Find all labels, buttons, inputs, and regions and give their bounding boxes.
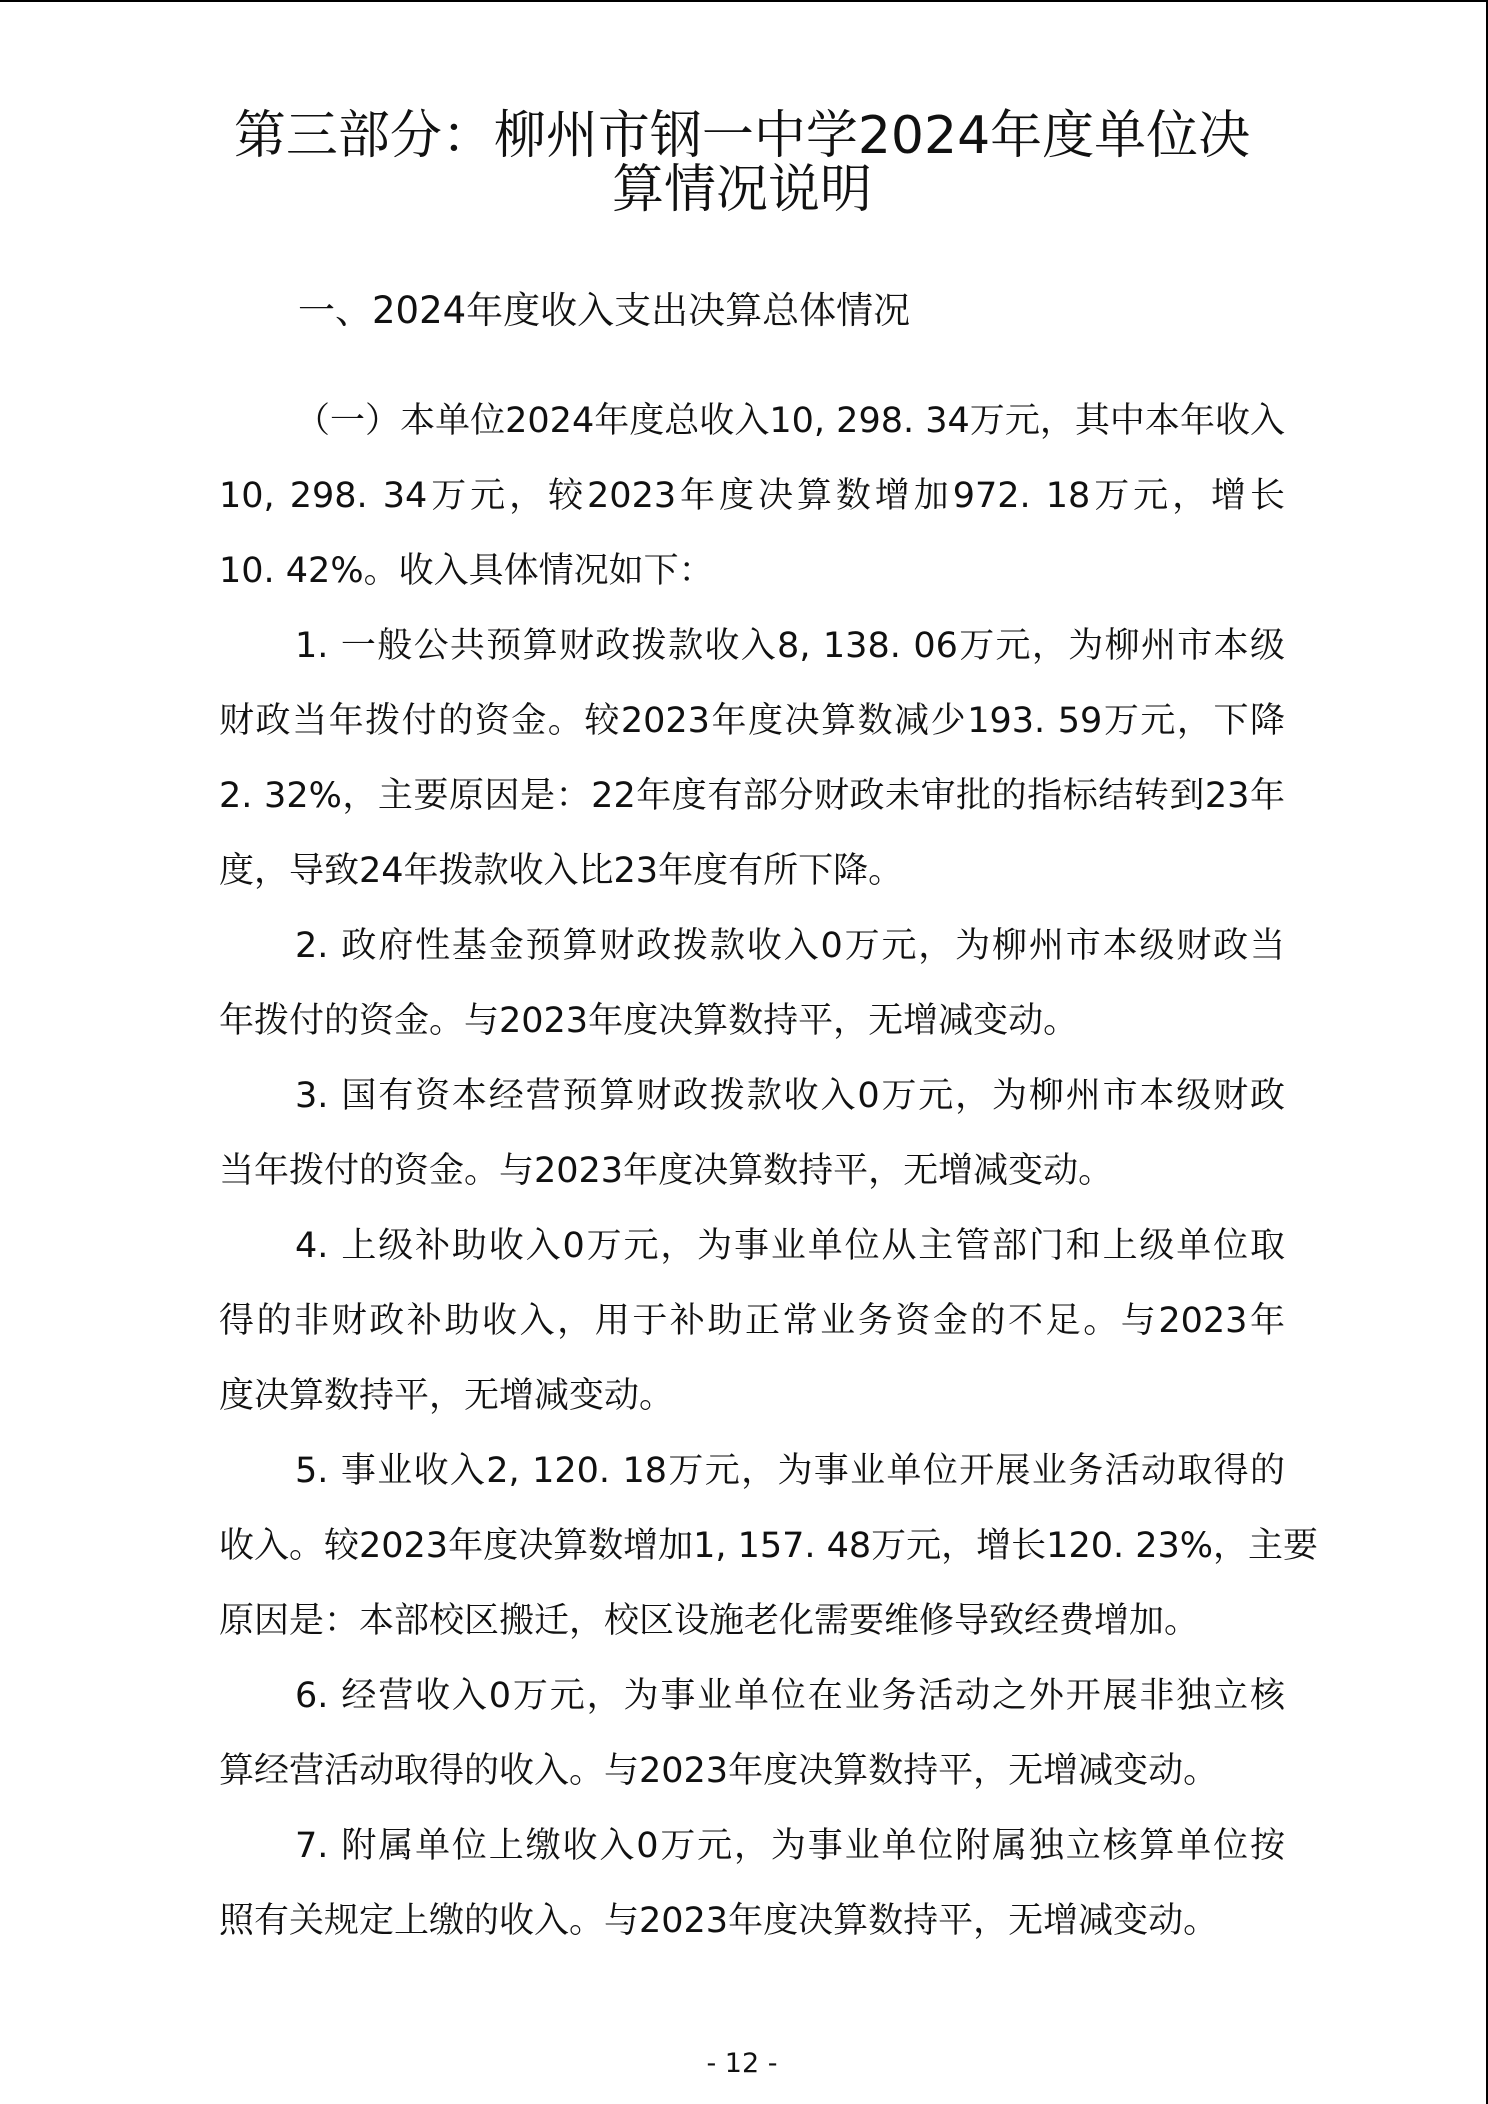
paragraph-line: 年拨付的资金。与2023年度决算数持平，无增减变动。 bbox=[219, 1001, 1079, 1041]
paragraph-line: 度，导致24年拨款收入比23年度有所下降。 bbox=[219, 851, 904, 891]
title-line-1: 第三部分：柳州市钢一中学2024年度单位决 bbox=[233, 106, 1251, 166]
paragraph-line: 当年拨付的资金。与2023年度决算数持平，无增减变动。 bbox=[219, 1151, 1114, 1191]
paragraph-superior-subsidy-income bbox=[219, 1209, 1285, 1434]
paragraph-line: 6. 经营收入0万元，为事业单位在业务活动之外开展非独立核 bbox=[295, 1676, 1285, 1716]
paragraph-line: 2. 政府性基金预算财政拨款收入0万元，为柳州市本级财政当 bbox=[295, 926, 1285, 966]
paragraph-business-income bbox=[219, 1434, 1319, 1659]
paragraph-line: 照有关规定上缴的收入。与2023年度决算数持平，无增减变动。 bbox=[219, 1901, 1219, 1941]
section-heading: 一、2024年度收入支出决算总体情况 bbox=[298, 289, 911, 332]
paragraph-line: 度决算数持平，无增减变动。 bbox=[219, 1376, 675, 1416]
paragraph-line: 7. 附属单位上缴收入0万元，为事业单位附属独立核算单位按 bbox=[295, 1826, 1285, 1866]
paragraph-line: 10, 298. 34万元，较2023年度决算数增加972. 18万元，增长 bbox=[219, 476, 1285, 516]
body-text bbox=[219, 384, 1319, 1959]
paragraph-line: 10. 42%。收入具体情况如下： bbox=[219, 551, 714, 591]
paragraph-line: 得的非财政补助收入，用于补助正常业务资金的不足。与2023年 bbox=[219, 1301, 1285, 1341]
paragraph-line: 收入。较2023年度决算数增加1, 157. 48万元，增长120. 23%，主要 bbox=[219, 1526, 1319, 1566]
title-line-2: 算情况说明 bbox=[611, 160, 872, 220]
paragraph-line: 4. 上级补助收入0万元，为事业单位从主管部门和上级单位取 bbox=[295, 1226, 1285, 1266]
paragraph-line: 2. 32%，主要原因是：22年度有部分财政未审批的指标结转到23年 bbox=[219, 776, 1285, 816]
paragraph-general-budget-income bbox=[219, 609, 1285, 909]
paragraph-operating-income bbox=[219, 1659, 1285, 1809]
paragraph-line: 算经营活动取得的收入。与2023年度决算数持平，无增减变动。 bbox=[219, 1751, 1219, 1791]
paragraph-total-income bbox=[219, 384, 1285, 609]
paragraph-line: （一）本单位2024年度总收入10, 298. 34万元，其中本年收入 bbox=[295, 401, 1285, 441]
paragraph-line: 财政当年拨付的资金。较2023年度决算数减少193. 59万元，下降 bbox=[219, 701, 1285, 741]
paragraph-line: 原因是：本部校区搬迁，校区设施老化需要维修导致经费增加。 bbox=[219, 1601, 1200, 1641]
paragraph-state-capital-income bbox=[219, 1059, 1285, 1209]
paragraph-line: 3. 国有资本经营预算财政拨款收入0万元，为柳州市本级财政 bbox=[295, 1076, 1285, 1116]
page-title bbox=[0, 106, 1484, 220]
paragraph-government-fund-income bbox=[219, 909, 1285, 1059]
paragraph-line: 5. 事业收入2, 120. 18万元，为事业单位开展业务活动取得的 bbox=[295, 1451, 1285, 1491]
paragraph-affiliated-unit-income bbox=[219, 1809, 1285, 1959]
page-number: - 12 - bbox=[706, 2048, 778, 2079]
paragraph-line: 1. 一般公共预算财政拨款收入8, 138. 06万元，为柳州市本级 bbox=[295, 626, 1285, 666]
